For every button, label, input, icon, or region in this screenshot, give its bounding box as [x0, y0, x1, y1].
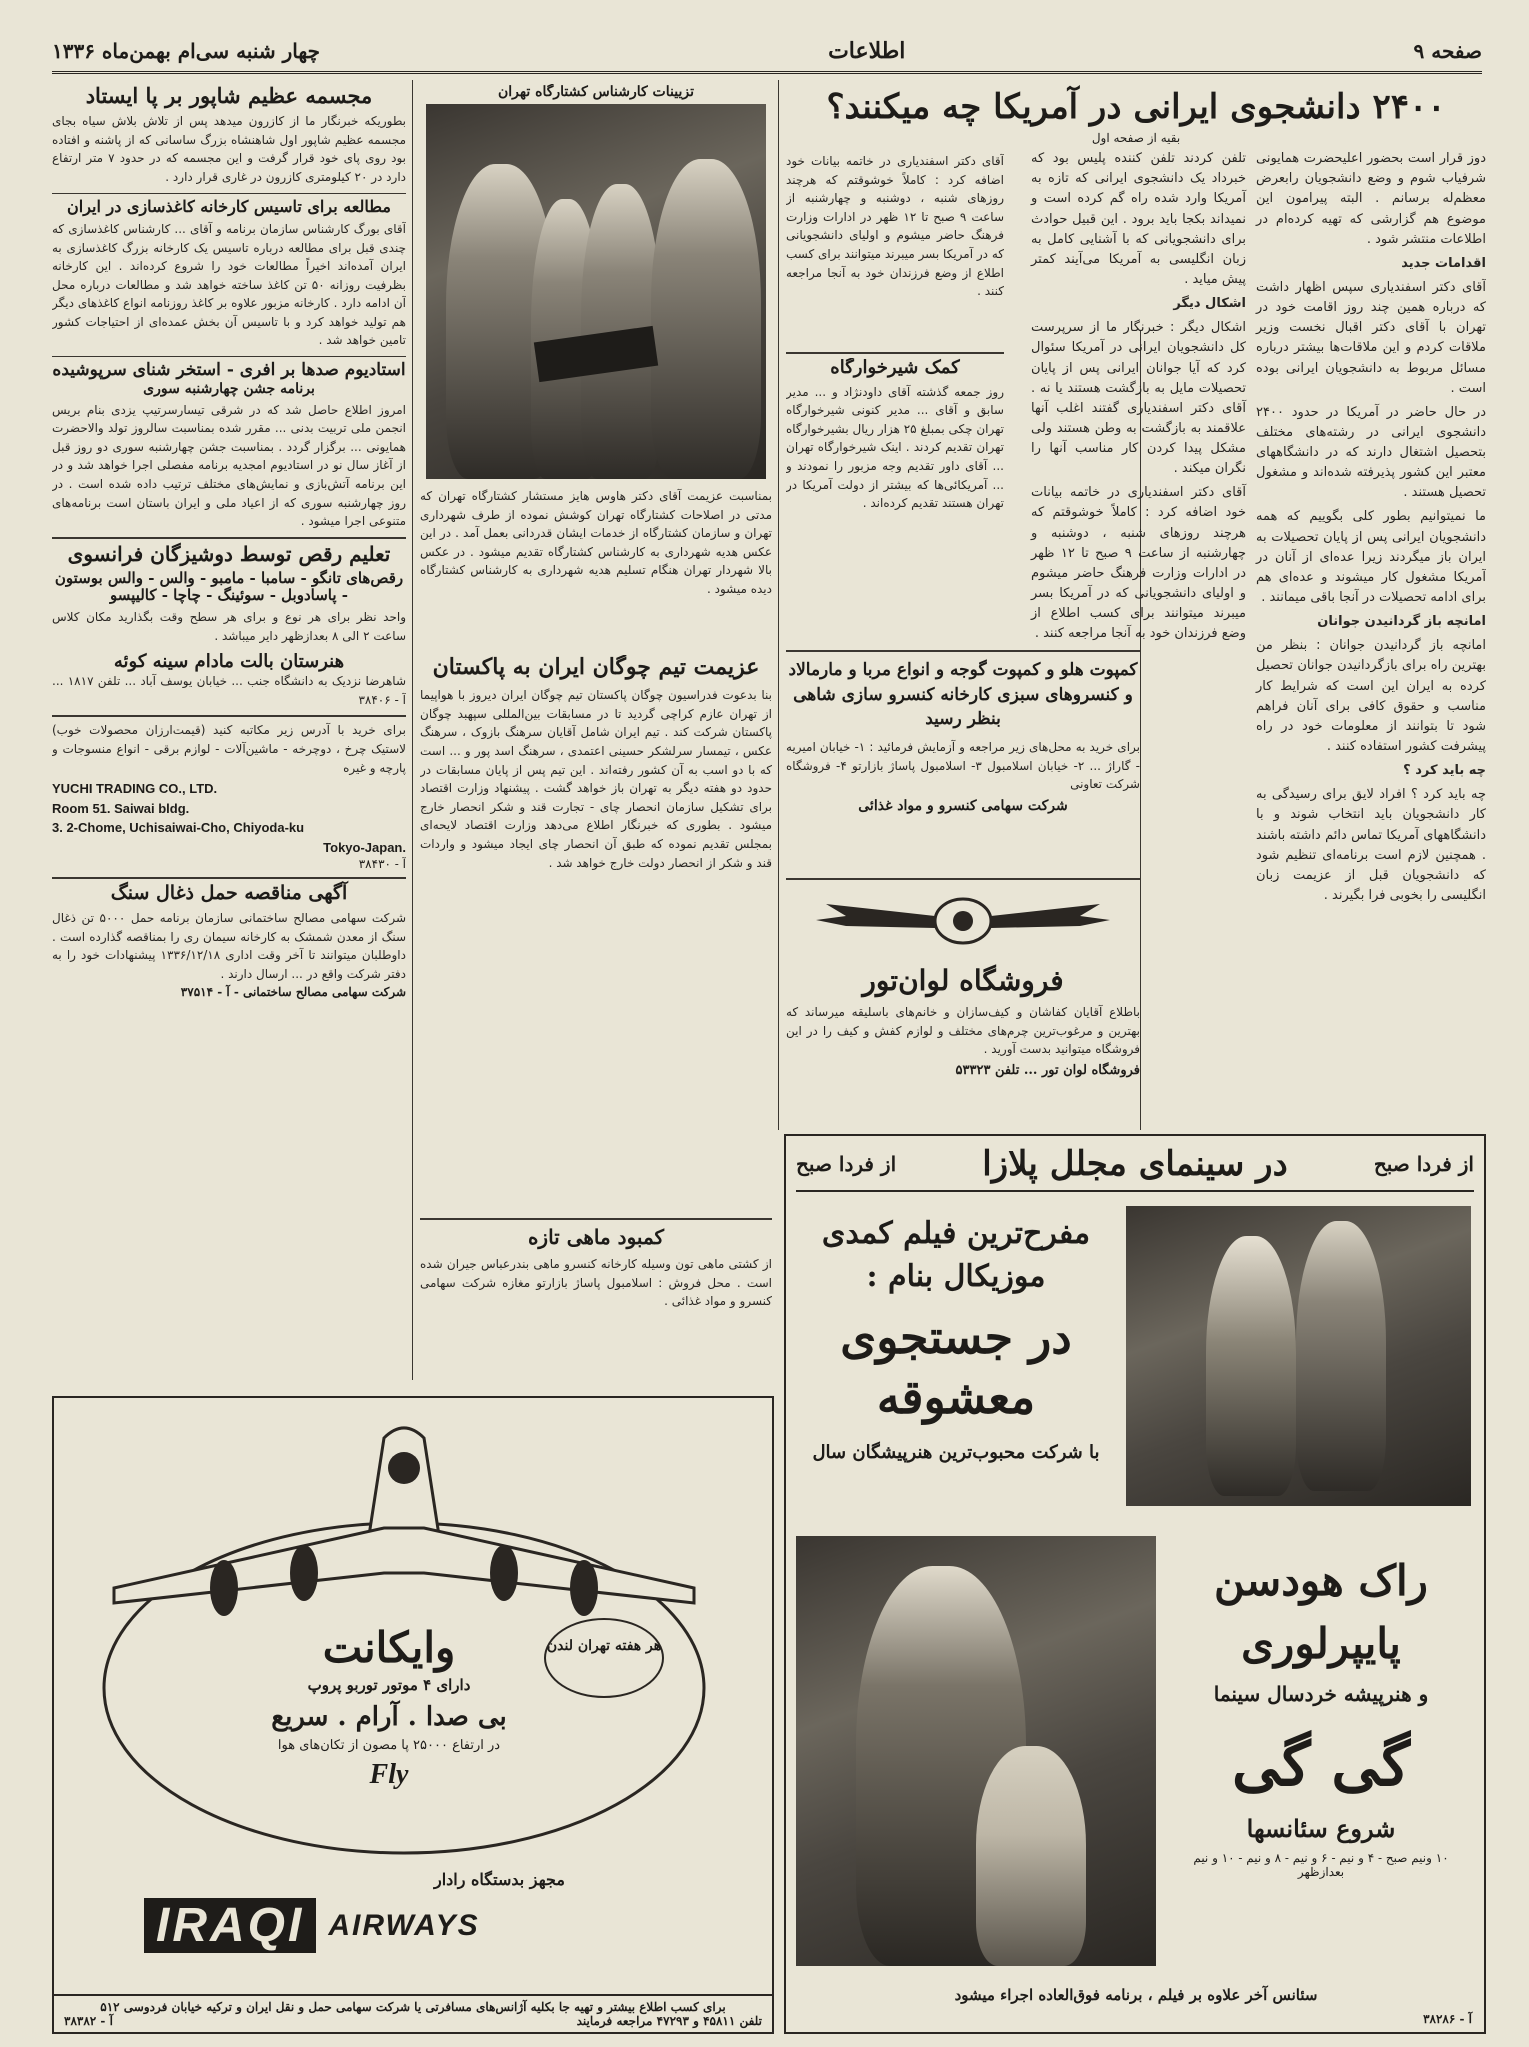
statue-headline: مجسمه عظیم شاپور بر پا ایستاد	[85, 84, 373, 108]
stadium-headline: استادیوم صدها بر افری - استخر شنای سرپوشیده	[52, 356, 406, 381]
lead-paragraph: دوز قرار است بحضور اعلیحضرت همایونی شرفیاب شوم و وضع دانشجویان رابعرض معظم‌له برسانم . البته پیرامون این موضوع هم گزارشی که تهیه کرده‌ام در اطلاعات منتشر شود .	[1256, 151, 1486, 247]
trading-code: آ - ۳۸۴۳۰	[358, 857, 406, 872]
trading-street: 3. 2-Chome, Uchisaiwai-Cho, Chiyoda-ku	[52, 820, 305, 836]
film-title: در جستجوی معشوقه	[840, 1310, 1072, 1424]
cinema-code: آ - ۳۸۲۸۶	[1423, 2012, 1472, 2026]
actor-2: پایپرلوری	[1241, 1619, 1401, 1668]
iraqi-code: آ - ۳۸۳۸۲	[64, 2014, 113, 2028]
milk-story	[786, 358, 1004, 648]
dance-body: واحد نظر برای هر نوع و برای هر سطح وقت بگذارید مکان کلاس ساعت ۲ الی ۸ بعدازظهر دایر میباشد .	[52, 610, 406, 643]
stadium-subhead: برنامه جشن چهارشنبه سوری	[143, 380, 315, 397]
lead-closing	[786, 152, 1004, 352]
compote-title: کمپوت هلو و کمپوت گوجه و انواع مربا و مارمالاد و کنسروهای سبزی کارخانه کنسرو سازی شاهی بنظر رسید	[788, 660, 1138, 730]
film-line-2: موزیکال بنام :	[866, 1259, 1046, 1294]
lead-subhead: اقدامات جدید	[1401, 255, 1486, 271]
photo-caption-top: تزیینات کارشناس کشتارگاه تهران	[498, 84, 694, 100]
cinema-from-left: از فردا صبح	[796, 1152, 897, 1176]
iraqi-sub: دارای ۴ موتور توربو پروپ	[307, 1676, 471, 1694]
lead-paragraph: تلفن کردند تلفن کننده پلیس بود که خبرداد یک دانشجوی ایرانی که تازه به آمریکا وارد شده راه گم کرده است و نمیداند بکجا باید برود . این قبیل حوادث برای دانشجویانی که با آشنایی کامل به زبان انگلیسی به آمریکا می‌آیند کمتر پیش میاید .	[1031, 151, 1246, 287]
polo-headline: عزیمت تیم چوگان ایران به پاکستان	[432, 655, 760, 680]
lead-paragraph: چه باید کرد ؟ افراد لایق برای رسیدگی به کار دانشجویان باید انتخاب شوند و با دانشگاههای آمریکا تماس دائم داشته باشند . همچنین لازم است برنامه‌ای تنظیم شود که دانشجویان قبل از عزیمت زبان انگلیسی را بخوبی فرا بگیرند .	[1256, 787, 1486, 904]
compote-body: برای خرید به محل‌های زیر مراجعه و آزمایش فرمائید : ۱- خیابان امیریه - گاراژ ... ۲- خیابان اسلامبول ۳- اسلامبول پاساژ بازارتو ۴- فروشگاه شرکت تعاونی	[786, 739, 1140, 792]
lavantour-ad	[786, 886, 1140, 1126]
actor-1: راک هودسن	[1214, 1556, 1428, 1605]
left-column	[52, 84, 406, 1384]
showtimes: شروع سئانسها	[1246, 1814, 1396, 1843]
polo-story	[420, 655, 772, 1215]
iraqi-radar: مجهز بدستگاه رادار	[434, 1870, 565, 1889]
ceremony-photo	[426, 104, 766, 479]
showtimes-detail: ۱۰ ونیم صبح - ۴ و نیم - ۶ و نیم - ۸ و نیم - ۱۰ و نیم بعدازظهر	[1193, 1851, 1449, 1879]
polo-body: بنا بدعوت فدراسیون چوگان پاکستان تیم چوگان ایران دیروز با هواپیما از تهران عازم کراچی گردید تا در مسابقات بین‌المللی سپهبد چوگان پاکستان شرکت کند . تیم ایران شامل آقایان سرهنگ بازوک ، سرهنگ عکس ، تیمسار سرلشکر حسینی اعتمدی ، سرهنگ اسد پور و ... است که با دو اسب به آن کشور رفته‌اند . این تیم پس از پایان مسابقات در حدود دو هفته دیگر به تهران باز خواهد گشت . پیشنهاد وزارت اقتصاد برای تشکیل سازمان انحصار چای - تجارت قند و شکر انحصار خارج میشود . بطوری که خبرنگار اطلاع می‌دهد وزارت اقتصاد لایحه‌ای بمجلس تقدیم نموده که طبق آن انحصار چای ایجاد میشود و واردات قند و شکر از انحصار دولت خارج خواهد شد .	[420, 688, 772, 870]
issue-date: چهار شنبه سی‌ام بهمن‌ماه ۱۳۳۶	[52, 38, 320, 63]
photo-caption-body: بمناسبت عزیمت آقای دکتر هاوس هایز مستشار کشتارگاه تهران که مدتی در اصلاحات کشتارگاه تهران کوشش نموده از طرف شهرداری تهران و سازمان کشتارگاه از خدمات ایشان قدردانی بعمل آمد . در این عکس هدیه شهرداری به کارشناس کشتارگاه تقدیم میشود . در عکس بالا شهردار تهران هنگام تسلیم هدیه شهرداری به کارشناس کشتارگاه دیده میشود .	[420, 489, 772, 597]
lead-paragraph: در حال حاضر در آمریکا در حدود ۲۴۰۰ دانشجوی ایرانی در رشته‌های مختلف بتحصیل اشتغال دارند که در دانشگاههای معتبر این کشور پذیرفته شده‌اند و مشغول تحصیل هستند .	[1256, 404, 1486, 501]
lavantour-title: فروشگاه لوان‌تور	[862, 964, 1064, 997]
column-rule	[412, 80, 413, 1380]
iraqi-slogan: بی صدا . آرام . سریع	[271, 1702, 507, 1732]
tender-body: شرکت سهامی مصالح ساختمانی سازمان برنامه حمل ۵۰۰۰ تن ذغال سنگ از معدن شمشک به کارخانه سیمان ری را بمناقصه گذارده است . داوطلبان میتوانند تا آخر وقت اداری ۱۳۳۶/۱۲/۱۸ پیشنهادات خود را به دفتر شرکت واقع در ... ارسال دارند .	[52, 911, 406, 981]
lavantour-footer: فروشگاه لوان تور ... تلفن ۵۳۳۲۳	[955, 1062, 1140, 1078]
ballet-headline: هنرستان بالت مادام سینه کوئه	[113, 650, 345, 672]
page-number: صفحه ۹	[1413, 38, 1482, 63]
fish-story	[420, 1226, 772, 1376]
iraqi-logo	[144, 1898, 480, 1953]
dance-headline: تعلیم رقص توسط دوشیزگان فرانسوی	[67, 541, 391, 566]
milk-headline: کمک شیرخوارگاه	[830, 358, 960, 378]
lead-col-1	[1256, 149, 1486, 910]
film-line-1: مفرح‌ترین فیلم کمدی	[821, 1216, 1091, 1251]
compote-ad	[786, 658, 1140, 876]
iraqi-airways-ad	[52, 1396, 774, 2034]
lead-paragraph: امانچه باز گردانیدن جوانان : بنظر من بهترین راه برای بازگردانیدن جوانان تحصیل کرده به ایران این است که شرایط کار مناسب و حقوق کافی برای آنان فراهم شود تا بتوانند از معلومات خود در راه پیشرفت کشور استفاده کنند .	[1256, 638, 1486, 755]
column-rule	[778, 80, 779, 1130]
airways-wordmark: AIRWAYS	[328, 1908, 480, 1942]
wings-logo-icon	[786, 886, 1140, 956]
fish-body: از کشتی ماهی تون وسیله کارخانه کنسرو ماهی بندرعباس جیران شده است . محل فروش : اسلامبول پاساژ بازارتو مغازه شرکت سهامی کنسرو و مواد غذائی .	[420, 1257, 772, 1309]
stadium-body: امروز اطلاع حاصل شد که در شرقی تیسارسرتیپ یزدی بنام بریس انجمن ملی تربیت بدنی ... مقرر شده بمناسبت سالروز تولد والاحضرت همایونی ... برگزار گردد . بمناسبت جشن چهارشنبه سوری دو روز قبل از آغاز سال نو در استادیوم امجدیه برنامه مفصلی اجرا خواهد شد و در این برنامه آتش‌بازی و نمایش‌های مختلف ترتیب داده شده است . در روز چهارشنبه سوری که از اعیاد ملی و ایران باستان است برنامه‌های متنوعی اجرا میشود .	[52, 402, 406, 529]
ballet-body: شاهرضا نزدیک به دانشگاه جنب ... خیابان یوسف آباد ... تلفن ۱۸۱۷ ... آ - ۳۸۴۰۶	[52, 674, 406, 707]
trading-intro: برای خرید با آدرس زیر مکاتبه کنید (قیمت‌ارزان محصولات خوب) لاستیک چرخ ، دوچرخه - ماشین‌آلات - لوازم برقی - انواع منسوجات و پارچه و غیره	[52, 723, 406, 775]
iraqi-footer: برای کسب اطلاع بیشتر و تهیه جا بکلیه آژانس‌های مسافرتی یا شرکت سهامی حمل و نقل ایران و ترکیه خیابان فردوسی ۵۱۲	[100, 2000, 726, 2014]
iraqi-speed: در ارتفاع ۲۵۰۰۰ پا مصون از تکان‌های هوا	[277, 1738, 501, 1753]
tender-headline: آگهی مناقصه حمل ذغال سنگ	[110, 882, 348, 905]
iraqi-brand: وایکانت	[322, 1623, 456, 1672]
trading-company: YUCHI TRADING CO., LTD.	[52, 781, 218, 797]
rule	[786, 352, 1004, 354]
page-header	[52, 30, 1482, 74]
lead-headline: ۲۴۰۰ دانشجوی ایرانی در آمریکا چه میکنند؟	[826, 87, 1446, 127]
speech-bubble: هر هفته تهران لندن	[544, 1618, 664, 1698]
trading-room: Room 51. Saiwai bldg.	[52, 800, 190, 816]
film-cast-intro: با شرکت محبوب‌ترین هنرپیشگان سال	[812, 1441, 1100, 1463]
cinema-name: در سینمای مجلل پلازا	[982, 1144, 1288, 1184]
actor-4: گی گی	[1231, 1730, 1411, 1800]
cinema-footer: سئانس آخر علاوه بر فیلم ، برنامه فوق‌العاده اجراء میشود	[954, 1986, 1318, 2004]
dancers-photo	[1126, 1206, 1471, 1506]
iraqi-wordmark: IRAQI	[144, 1898, 316, 1953]
lead-subhead: چه باید کرد ؟	[1403, 763, 1486, 779]
lead-subhead: اشکال دیگر	[1173, 296, 1246, 312]
lead-continued: بقیه از صفحه اول	[1091, 131, 1181, 146]
actors-photo	[796, 1536, 1156, 1966]
tender-footer: شرکت سهامی مصالح ساختمانی - آ - ۳۷۵۱۴	[180, 985, 406, 1000]
paper-body: آقای بورگ کارشناس سازمان برنامه و آقای ... کارشناس کاغذسازی که چندی قبل برای مطالعه درباره تاسیس یک کارخانه بزرگ کاغذسازی به ایران آمده‌اند اخیراً مطالعات خود را شروع کرده‌اند . این کارخانه بظرفیت روزانه ۵۰ تن کاغذ ساخته خواهد شد و مطالعات درباره محل آن ادامه دارد . کارخانه مزبور علاوه بر کاغذ روزنامه انواع کاغذهای دیگر هم تولید خواهد کرد و با تاسیس آن بخش عمده‌ای از احتیاجات کشور تامین خواهد شد .	[52, 221, 406, 348]
cinema-ad	[784, 1134, 1486, 2034]
fish-headline: کمبود ماهی تازه	[527, 1226, 665, 1249]
lead-paragraph: ما نمیتوانیم بطور کلی بگوییم که همه دانشجویان ایرانی پس از پایان تحصیلات به ایران باز میگردند زیرا عده‌ای از آنان در آمریکا مشغول کار میشوند و عده‌ای هم برای ادامه تحصیلات در آنجا باقی میمانند .	[1256, 509, 1486, 606]
dance-subhead: رقص‌های تانگو - سامبا - مامبو - والس - والس بوستون - پاسادوبل - سوئینگ - چاچا - کالیپسو	[54, 568, 404, 605]
rule	[786, 650, 1140, 652]
actor-3-intro: و هنرپیشه خردسال سینما	[1213, 1682, 1429, 1706]
iraqi-fly: Fly	[369, 1759, 409, 1790]
rule	[420, 1218, 772, 1220]
newspaper-name: اطلاعات	[828, 37, 906, 64]
statue-body: بطوریکه خبرنگار ما از کازرون میدهد پس از تلاش بلاش سیاه بجای مجسمه عظیم شاپور اول شاهنشاه بزرگ ساسانی که از پاشنه و افتاده بود روی پای خود قرار گرفت و این مجسمه که در حدود ۷ متر ارتفاع دارد در ۲۰ کیلومتری کازرون در غاری قرار دارد .	[52, 114, 406, 184]
cinema-from-right: از فردا صبح	[1373, 1152, 1474, 1176]
compote-footer: شرکت سهامی کنسرو و مواد غذائی	[858, 797, 1068, 814]
milk-body: روز جمعه گذشته آقای داود‌نژاد و ... مدیر سابق و آقای ... مدیر کنونی شیرخوارگاه تهران چکی بمبلغ ۲۵ هزار ریال بشیرخوارگاه تهران تقدیم کردند . اینک شیرخوارگاه تهران ... آقای داور تقدیم وجه مزبور را نمودند و ... آمریکائی‌ها که بیشتر از دولت آمریکا در تهران هستند تقدیم کرده‌اند .	[786, 384, 1004, 511]
lavantour-body: باطلاع آقایان کفاشان و کیف‌سازان و خانم‌های باسلیقه میرساند که بهترین و مرغوب‌ترین چرم‌های مختلف و لوازم کفش و کیف را در این فروشگاه میتوانید بدست آورید .	[786, 1005, 1140, 1057]
lead-paragraph: اشکال دیگر : خبرنگار ما از سرپرست کل دانشجویان ایرانی در آمریکا سئوال کرد که آیا جوانان ایرانی پس از پایان تحصیلات مایل به بازگشت هستند یا نه . آقای دکتر اسفندیاری گفتند اغلب آنها علاقمند به بازگشت به وطن هستند ولی مشکل پیدا کردن کار مناسب آنها را نگران میکند .	[1031, 320, 1246, 477]
lead-subhead: امانچه باز گردانیدن جوانان	[1317, 614, 1486, 630]
paper-headline: مطالعه برای تاسیس کارخانه کاغذسازی در ایران	[52, 193, 406, 216]
iraqi-phone: تلفن ۴۵۸۱۱ و ۴۷۲۹۳ مراجعه فرمایند	[576, 2014, 762, 2028]
photo-story	[420, 84, 772, 644]
lead-paragraph: آقای دکتر اسفندیاری در خاتمه بیانات خود اضافه کرد : کاملاً خوشوقتم که هرچند روزهای شنبه ، دوشنبه و چهارشنبه از ساعت ۹ صبح تا ۱۲ ظهر در ادارات وزارت فرهنگ حاضر میشوم و اولیای دانشجویانی که در آمریکا بسر میبرند میتوانند برای کسب اطلاع از وضع فرزندان خود به آنجا مراجعه کنند .	[1031, 485, 1246, 642]
trading-city: Tokyo-Japan.	[323, 839, 406, 855]
lead-paragraph: آقای دکتر اسفندیاری سپس اظهار داشت که درباره همین چند روز اقامت خود در تهران با آقای دکتر اقبال نخست وزیر ملاقات کردم و این ملاقات‌ها بیشتر درباره مسائل مربوط به دانشجویان ایرانی بوده است .	[1256, 279, 1486, 396]
lead-paragraph: آقای دکتر اسفندیاری در خاتمه بیانات خود اضافه کرد : کاملاً خوشوقتم که هرچند روزهای شنبه ، دوشنبه و چهارشنبه از ساعت ۹ صبح تا ۱۲ ظهر در ادارات وزارت فرهنگ حاضر میشوم و اولیای دانشجویانی که در آمریکا بسر میبرند میتوانند برای کسب اطلاع از وضع فرزندان خود به آنجا مراجعه کنند .	[786, 154, 1004, 299]
rule	[786, 878, 1140, 880]
trading-address	[52, 779, 406, 857]
